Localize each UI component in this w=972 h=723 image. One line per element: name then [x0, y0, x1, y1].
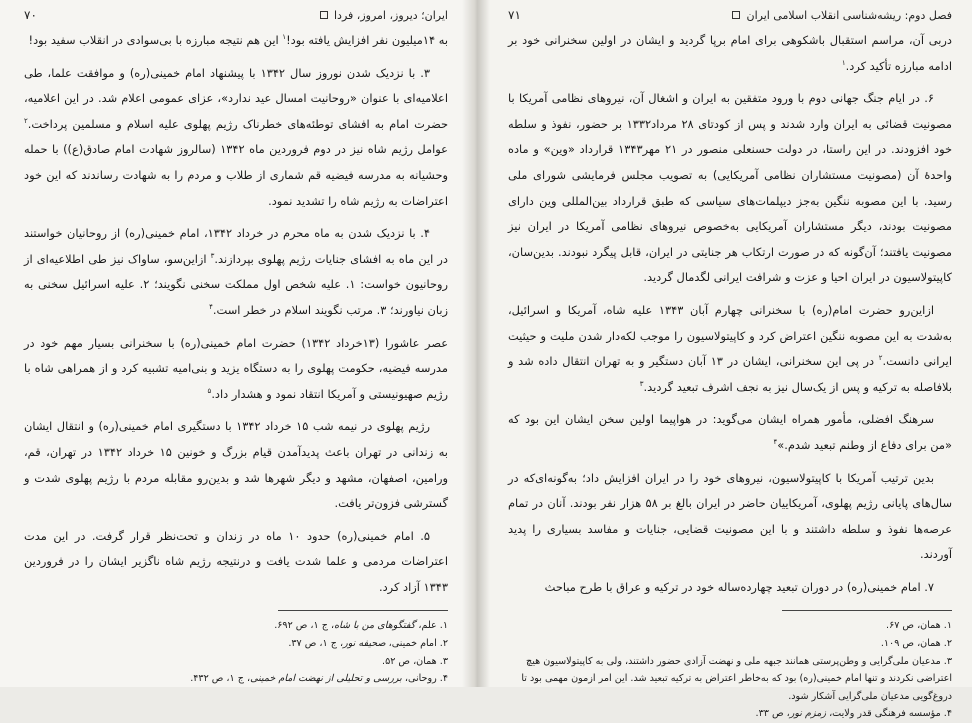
body-text [24, 28, 448, 600]
paragraph [24, 28, 448, 54]
footnote-text: ۴. روحانی، [401, 673, 448, 685]
footnote-text: ، ج ۱، ص ۶۹۲. [274, 620, 335, 632]
footnote-text: ، ص ۳۳. [755, 708, 790, 720]
footnote-text: ۱. همان، ص ۶۷. [886, 620, 952, 632]
paragraph-text: این هم نتیجه مبارزه با بی‌سوادی در انقلاب سفید بود! [28, 33, 283, 47]
paragraph [24, 61, 448, 215]
body-text [508, 28, 952, 600]
left-page [0, 0, 462, 687]
footnote-source-title: صحیفه نور [343, 638, 386, 650]
paragraph [24, 524, 448, 601]
footnote [24, 653, 448, 671]
square-bullet-icon [732, 11, 740, 19]
footnote-text: ۳. مدعیان ملی‌گرایی و وطن‌پرستی همانند جبهه ملی و نهضت آزادی حضور داشتند، ولی به کاپیتولاسیون هیچ اعتراضی نکردند و تنها امام خمینی(ره) بود که به‌خاطر اعتراض به ترکیه تبعید شد. این امر ازمون مهمی بود تا دروغ‌گویی مدعیان ملی‌گرایی آشکار شود. [521, 655, 952, 702]
page-header [24, 0, 448, 26]
paragraph-text: ۵. امام خمینی‌(ره) حدود ۱۰ ماه در زندان و تحت‌نظر قرار گرفت. در این مدت اعتراضات مردمی و علما شدت یافت و درنتیجه رژیم شاه ناگزیر ایشان را در فروردین ۱۳۴۳ آزاد کرد. [24, 528, 448, 594]
paragraph-text: سرهنگ افضلی، مأمور همراه ایشان می‌گوید: در هواپیما اولین سخن ایشان این بود که «من برای دفاع از وطنم تبعید شدم.» [508, 412, 952, 452]
running-head [732, 9, 952, 22]
paragraph-text: عصر عاشورا (۱۳خرداد ۱۳۴۲) حضرت امام خمینی‌(ره) با سخنرانی بسیار مهم خود در مدرسه فیضیه، حکومت پهلوی را به دستگاه یزید و بنی‌امیه تشبیه کرد و از همراهی شاه با رژیم صهیونیستی و آمریکا انتقاد نمود و هشدار داد. [24, 335, 448, 401]
footnote-marker: ۱ [841, 58, 846, 67]
book-gutter [462, 0, 490, 687]
footnote-marker: ۵ [207, 386, 212, 395]
paragraph [24, 221, 448, 323]
paragraph-text: عوامل رژیم شاه نیز در دوم فروردین ماه ۱۳۴۲ (سالروز شهادت امام صادق(ع)) با حمله وحشیانه به مدرسه فیضیه قم شماری از طلاب و مردم را به شهادت رساندند که این خود اعتراضات به رژیم شاه را تشدید نمود. [24, 142, 448, 208]
footnote-source-title: گفتگوهای من با شاه [334, 620, 416, 632]
footnote-rule [278, 610, 448, 611]
footnote-marker: ۲ [878, 354, 883, 363]
footnote [508, 705, 952, 723]
paragraph-text: ۶. در ایام جنگ جهانی دوم با ورود متفقین به ایران و اشغال آن، نیروهای نظامی آمریکا با مصونیت قضائی به ایران وارد شدند و پس از کودتای ۲۸ مرداد۱۳۳۲ بر حضور، نفوذ و سلطه خود افزودند. در این راستا، در دولت حسنعلی منصور در ۲۱ مهر۱۳۴۳ قرارداد «وین» و ماده واحدهٔ آن (مصونیت مستشاران نظامی آمریکایی) به تصویب مجلس فرمایشی شورای ملی رسید. با این مصوبه ننگین به‌جز دیپلمات‌های سیاسی که طبق قرارداد بین‌المللی وین دارای مصونیت بودند، دیگر مستشاران آمریکایی به‌خصوص نیروهای نظامی آمریکا در ایران نیز مصونیت یافتند؛ آن‌گونه که در صورت ارتکاب هر جنایتی در ایران، قابل پیگرد نبودند. بدین‌سان، کاپیتولاسیون در ایران احیا و عزت و شرافت ایرانی لگدمال گردید. [508, 91, 953, 285]
paragraph-text: به ۱۴میلیون نفر افزایش یافته بود! [286, 33, 448, 47]
running-head-text: فصل دوم: ریشه‌شناسی انقلاب اسلامی ایران [746, 8, 952, 22]
footnote [24, 635, 448, 653]
paragraph [508, 298, 952, 400]
footnote-source-title: زمزم نور [789, 708, 827, 720]
footnote [508, 635, 952, 653]
paragraph [24, 331, 448, 408]
page-header [508, 0, 952, 26]
footnote-text: ، ج ۱، ص ۳۷. [288, 638, 344, 650]
paragraph [508, 466, 952, 568]
footnote-text: ، ج ۱، ص ۴۳۲. [190, 673, 251, 685]
footnote [508, 653, 952, 706]
paragraph-text: دربی آن، مراسم استقبال باشکوهی برای امام برپا گردید و ایشان در اولین سخنرانی خود بر ادامه مبارزه تأکید کرد. [508, 33, 952, 73]
paragraph-text: ۴. با نزدیک شدن به ماه محرم در خرداد ۱۳۴۲، امام خمینی‌(ره) از روحانیان خواستند در این ماه به افشای جنایات رژیم پهلوی بپردازند. [24, 226, 448, 266]
right-page [490, 0, 972, 720]
footnote-marker: ۳ [639, 379, 644, 388]
footnote-text: ۳. همان، ص ۵۲. [382, 655, 448, 667]
footnote-text: ۲. امام خمینی، [385, 638, 448, 650]
square-bullet-icon [320, 11, 328, 19]
footnote-marker: ۴ [209, 303, 213, 312]
footnote-marker: ۳ [210, 251, 215, 260]
paragraph [24, 414, 448, 516]
paragraph [508, 86, 952, 291]
paragraph [508, 28, 952, 79]
footnote [24, 617, 448, 635]
page-number: ۷۰ [24, 8, 37, 22]
running-head-text: ایران؛ دیروز، امروز، فردا [334, 8, 448, 22]
footnote-marker: ۴ [773, 438, 778, 447]
footnote [24, 670, 448, 688]
paragraph-text: ازاین‌سو، ساواک نیز طی اطلاعیه‌ای از روحانیون خواست: ۱. علیه شخص اول مملکت سخنی نگویند؛ ۲. علیه اسرائیل سخنی به زبان نیاورند؛ ۳. مرتب نگویند اسلام در خطر است. [24, 251, 448, 317]
paragraph [508, 407, 952, 458]
footnotes [24, 617, 448, 687]
footnote-marker: ۲ [24, 116, 28, 125]
footnote-source-title: بررسی و تحلیلی از نهضت امام خمینی [250, 673, 402, 685]
running-head [320, 9, 448, 22]
footnote [508, 617, 952, 635]
paragraph-text: ۳. با نزدیک شدن نوروز سال ۱۳۴۲ با پیشنهاد امام خمینی‌(ره) و موافقت علما، طی اعلامیه‌ای با عنوان «روحانیت امسال عید ندارد»، عزای عمومی اعلام شد. در این اعلامیه، حضرت امام به افشای توطئه‌های خطرناک رژیم پهلوی علیه اسلام و مسلمین پرداخت. [24, 65, 448, 131]
footnote-text: ۲. همان، ص ۱۰۹. [880, 638, 952, 650]
footnote-marker: ۱ [282, 33, 287, 42]
paragraph-text: ۷. امام خمینی‌(ره) در دوران تبعید چهارده‌ساله خود در ترکیه و عراق با طرح مباحث [544, 579, 934, 594]
footnote-text: ۴. مؤسسه فرهنگی قدر ولایت، [826, 708, 952, 720]
paragraph-text: رژیم پهلوی در نیمه شب ۱۵ خرداد ۱۳۴۲ با دستگیری امام خمینی‌(ره) و انتقال ایشان به زندانی در تهران باعث پدیدآمدن قیام بزرگ و خونین ۱۵ خرداد ۱۳۴۲ در تهران، قم، ورامین، اصفهان، مشهد و دیگر شهرها شد و بدین‌رو مقابله مردم با رژیم پهلوی شدت و گسترشی فزون‌تر یافت. [24, 419, 448, 511]
page-number: ۷۱ [508, 8, 521, 22]
paragraph [508, 575, 952, 601]
paragraph-text: ازاین‌رو حضرت امام(ره) با سخنرانی چهارم آبان ۱۳۴۳ علیه شاه، آمریکا و اسرائیل، به‌شدت به این مصوبه ننگین اعتراض کرد و کاپیتولاسیون را موجب لکه‌دار شدن ملیت و حیثیت ایرانی دانست. [508, 302, 953, 369]
footnote-rule [782, 610, 952, 611]
footnotes [508, 617, 952, 723]
paragraph-text: در پی این سخنرانی، ایشان در ۱۳ آبان دستگیر و به تهران انتقال داده شد و بلافاصله به ترکیه و پس از یک‌سال نیز به نجف اشرف تبعید گردید. [508, 354, 952, 394]
footnote-text: ۱. علم، [415, 620, 448, 632]
paragraph-text: بدین ترتیب آمریکا با کاپیتولاسیون، نیروهای خود را در ایران افزایش داد؛ به‌گونه‌ای‌که در سال‌های پایانی رژیم پهلوی، آمریکاییان حاضر در ایران بالغ بر ۵۸ هزار نفر بودند. آنان در تمام عرصه‌ها نفوذ و سلطه داشتند و با این مصونیت قضایی، جنایات و مفاسد بسیاری را پدید آوردند. [508, 470, 952, 562]
